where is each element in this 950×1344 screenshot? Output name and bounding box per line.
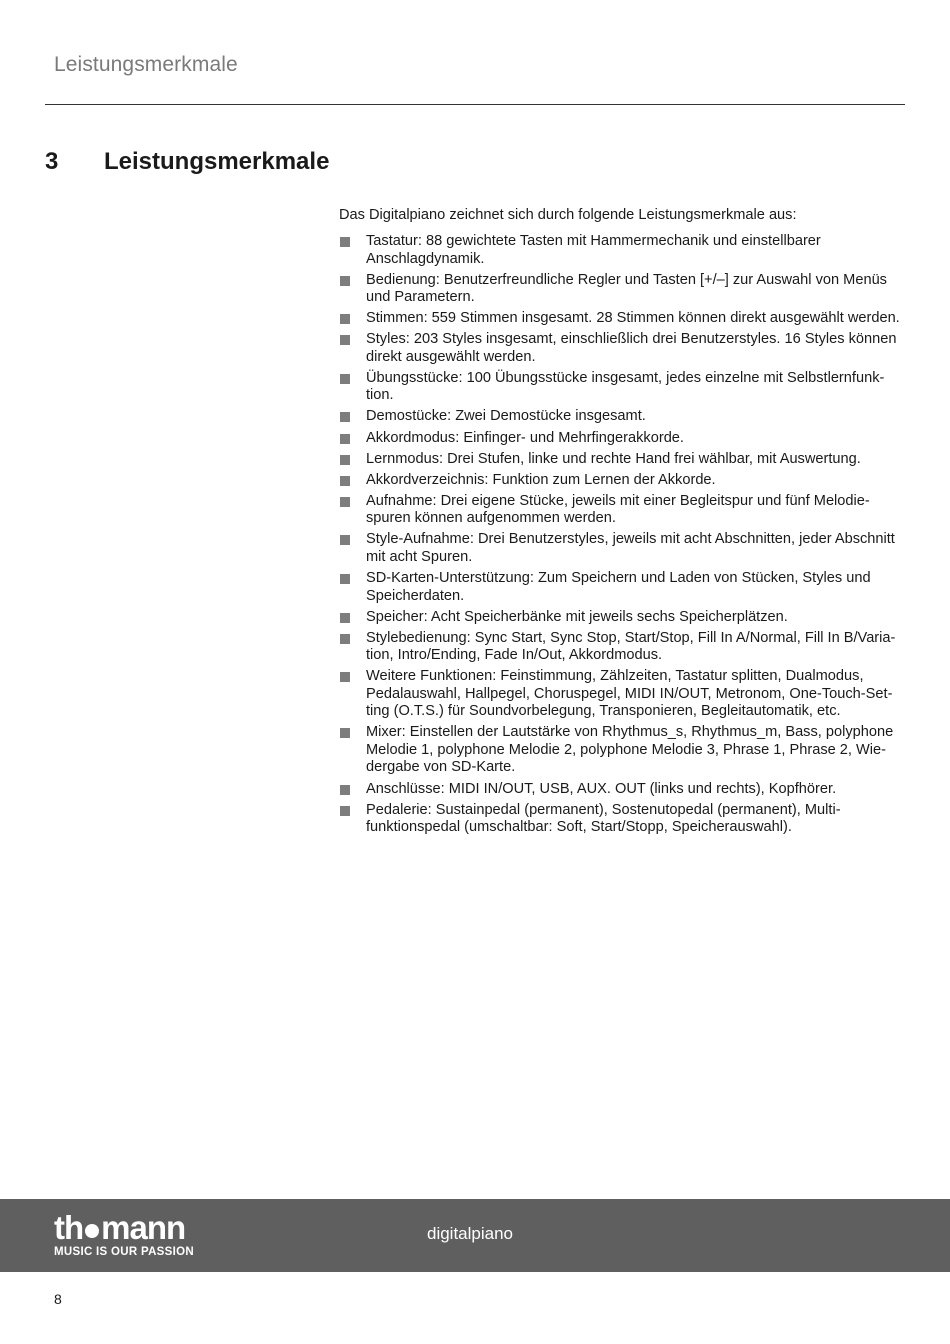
square-bullet-icon — [340, 497, 350, 507]
list-item-text: Pedalerie: Sustainpedal (permanent), Sostenutopedal (permanent), Multifunktionspedal (umschaltbar: Soft, Start/Stopp, Speicherauswahl). — [366, 801, 841, 836]
list-item-text: Übungsstücke: 100 Übungsstücke insgesamt, jedes einzelne mit Selbstlernfunktion. — [366, 369, 885, 404]
list-item-text: Weitere Funktionen: Feinstimmung, Zählzeiten, Tastatur splitten, Dualmodus, Pedalauswahl, Hallpegel, Choruspegel, MIDI IN/OUT, Metronom, One-Touch-Setting (O.T.S.) für Soundvorbelegung, Transponieren, Begleitautomatik, etc. — [366, 668, 893, 720]
page-number: 8 — [54, 1291, 62, 1307]
feature-list — [339, 233, 905, 837]
list-item-text: Anschlüsse: MIDI IN/OUT, USB, AUX. OUT (links und rechts), Kopfhörer. — [366, 780, 837, 797]
list-item-text: Mixer: Einstellen der Lautstärke von Rhythmus_s, Rhythmus_m, Bass, polyphone Melodie 1, polyphone Melodie 2, polyphone Melodie 3, Phrase 1, Phrase 2, Wiedergabe von SD-Karte. — [366, 724, 894, 776]
square-bullet-icon — [340, 335, 350, 345]
list-item-text: Style-Aufnahme: Drei Benutzerstyles, jeweils mit acht Abschnitten, jeder Abschnitt mit acht Spuren. — [366, 531, 895, 565]
logo-tagline: MUSIC IS OUR PASSION — [54, 1246, 194, 1258]
chapter-title: Leistungsmerkmale — [104, 148, 330, 175]
intro-paragraph: Das Digitalpiano zeichnet sich durch folgende Leistungsmerkmale aus: — [339, 207, 797, 223]
main-content — [339, 206, 905, 840]
logo-text-right: mann — [101, 1209, 186, 1246]
header-divider — [45, 104, 905, 105]
list-item-text: Tastatur: 88 gewichtete Tasten mit Hammermechanik und einstellbarer Anschlagdynamik. — [366, 233, 821, 267]
square-bullet-icon — [340, 412, 350, 422]
square-bullet-icon — [340, 476, 350, 486]
list-item — [339, 570, 905, 605]
running-header-title: Leistungsmerkmale — [54, 53, 238, 76]
square-bullet-icon — [340, 806, 350, 816]
list-item — [339, 233, 905, 268]
square-bullet-icon — [340, 237, 350, 247]
logo-dot-icon — [85, 1224, 99, 1238]
list-item — [339, 310, 905, 328]
list-item-text: Akkordverzeichnis: Funktion zum Lernen der Akkorde. — [366, 471, 716, 488]
list-item — [339, 630, 905, 665]
list-item-text: Speicher: Acht Speicherbänke mit jeweils sechs Speicherplätzen. — [366, 608, 788, 625]
list-item-text: Stimmen: 559 Stimmen insgesamt. 28 Stimmen können direkt ausgewählt werden. — [366, 310, 900, 327]
square-bullet-icon — [340, 535, 350, 545]
chapter-number: 3 — [45, 148, 59, 175]
list-item — [339, 430, 905, 448]
list-item — [339, 408, 905, 426]
square-bullet-icon — [340, 374, 350, 384]
list-item — [339, 331, 905, 366]
list-item — [339, 781, 905, 799]
list-item — [339, 472, 905, 490]
thomann-logo — [54, 1210, 194, 1258]
list-item-text: Aufnahme: Drei eigene Stücke, jeweils mit einer Begleitspur und fünf Melodiespuren können aufgenommen werden. — [366, 492, 870, 527]
square-bullet-icon — [340, 455, 350, 465]
list-item — [339, 370, 905, 405]
square-bullet-icon — [340, 785, 350, 795]
list-item — [339, 272, 905, 307]
logo-wordmark — [54, 1210, 194, 1246]
list-item — [339, 531, 905, 566]
list-item — [339, 802, 905, 837]
square-bullet-icon — [340, 574, 350, 584]
list-item — [339, 724, 905, 777]
square-bullet-icon — [340, 434, 350, 444]
list-item-text: Styles: 203 Styles insgesamt, einschließlich drei Benutzerstyles. 16 Styles können direkt ausgewählt werden. — [366, 331, 897, 365]
logo-text-left: th — [54, 1209, 84, 1246]
square-bullet-icon — [340, 314, 350, 324]
list-item-text: Akkordmodus: Einfinger- und Mehrfingerakkorde. — [366, 429, 684, 446]
list-item-text: Bedienung: Benutzerfreundliche Regler und Tasten [+/–] zur Auswahl von Menüs und Parametern. — [366, 271, 887, 306]
list-item-text: Stylebedienung: Sync Start, Sync Stop, Start/Stop, Fill In A/Normal, Fill In B/Variation, Intro/Ending, Fade In/Out, Akkordmodus. — [366, 629, 896, 664]
list-item-text: Demostücke: Zwei Demostücke insgesamt. — [366, 408, 646, 425]
list-item — [339, 451, 905, 469]
list-item-text: Lernmodus: Drei Stufen, linke und rechte Hand frei wählbar, mit Auswertung. — [366, 450, 861, 467]
square-bullet-icon — [340, 672, 350, 682]
document-name: digitalpiano — [427, 1224, 514, 1243]
square-bullet-icon — [340, 634, 350, 644]
square-bullet-icon — [340, 728, 350, 738]
list-item-text: SD-Karten-Unterstützung: Zum Speichern und Laden von Stücken, Styles und Speicherdaten. — [366, 570, 871, 604]
list-item — [339, 609, 905, 627]
list-item — [339, 668, 905, 721]
square-bullet-icon — [340, 276, 350, 286]
list-item — [339, 493, 905, 528]
square-bullet-icon — [340, 613, 350, 623]
